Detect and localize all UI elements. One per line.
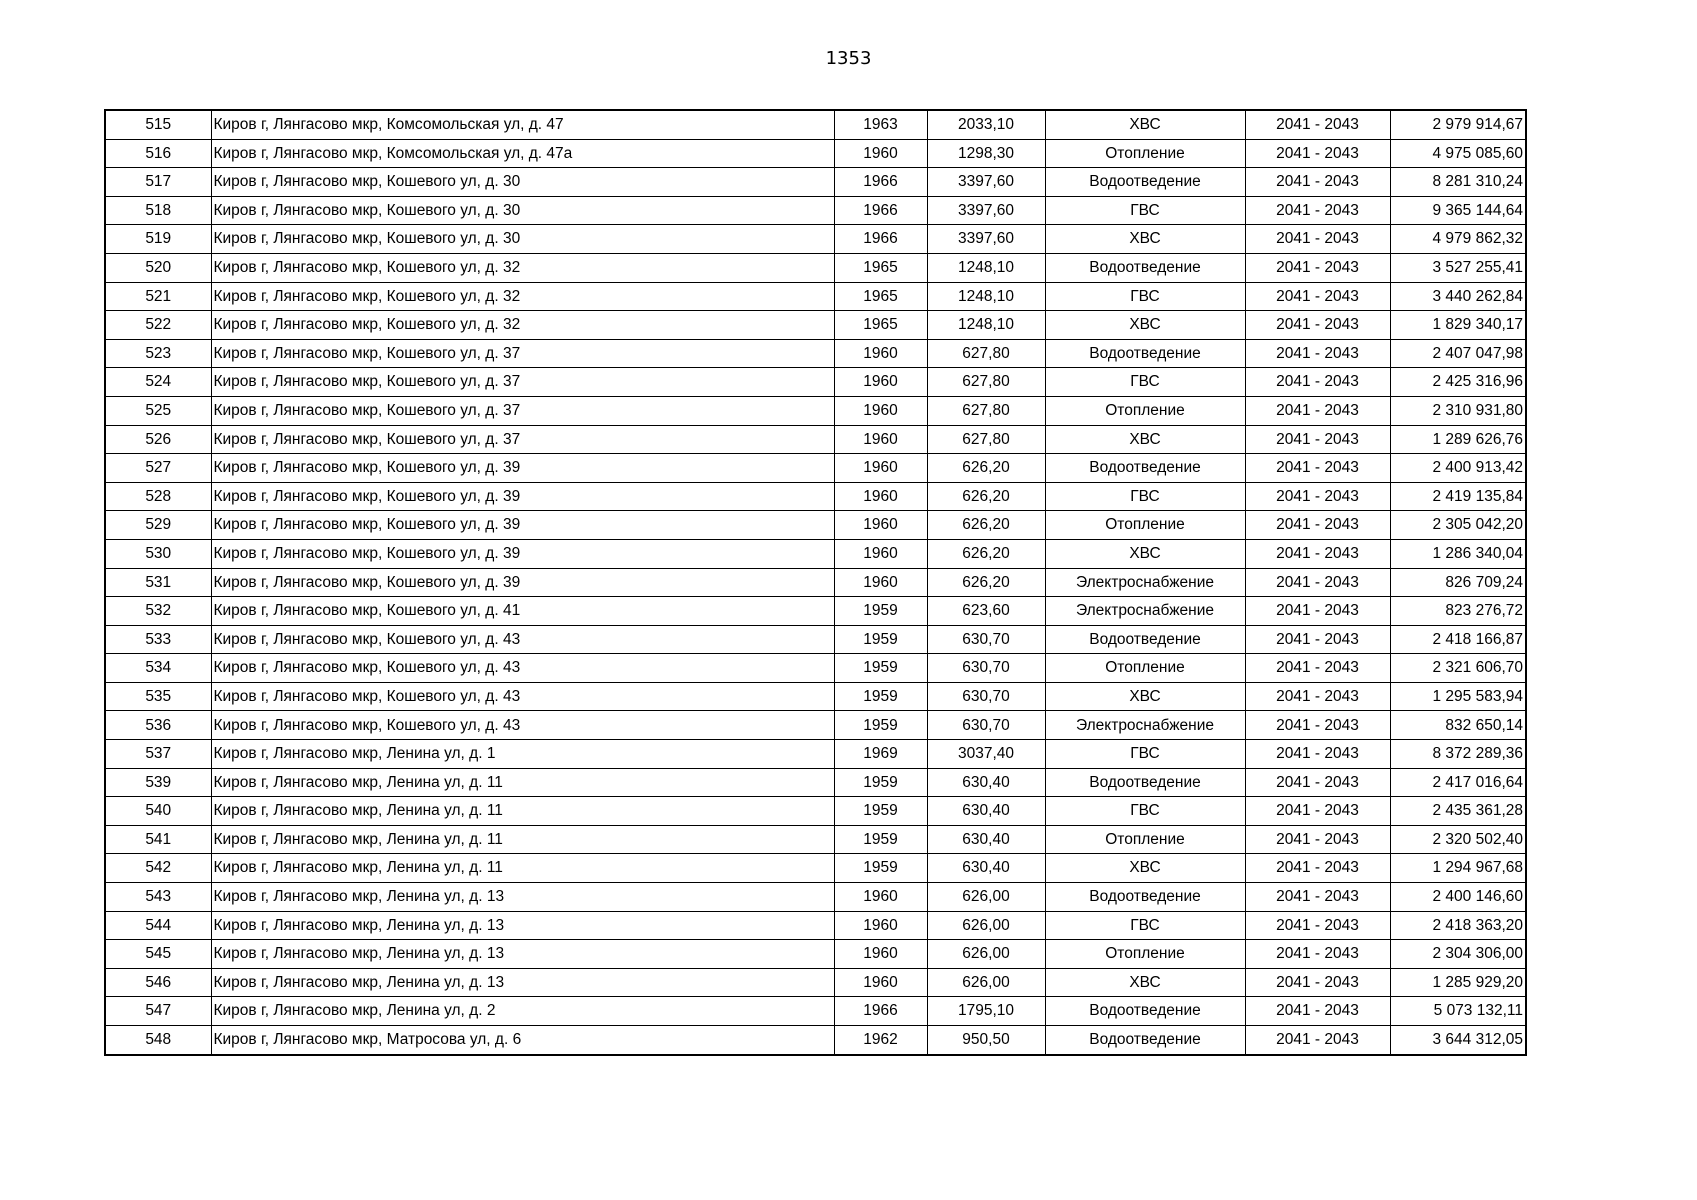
area-cell: 630,70 <box>927 711 1045 740</box>
row-number-cell: 519 <box>105 225 211 254</box>
period-cell: 2041 - 2043 <box>1245 568 1390 597</box>
cost-cell: 3 644 312,05 <box>1390 1026 1526 1055</box>
row-number-cell: 537 <box>105 740 211 769</box>
cost-cell: 1 829 340,17 <box>1390 311 1526 340</box>
period-cell: 2041 - 2043 <box>1245 654 1390 683</box>
address-cell: Киров г, Лянгасово мкр, Кошевого ул, д. 32 <box>211 311 834 340</box>
row-number-cell: 515 <box>105 110 211 139</box>
cost-cell: 2 305 042,20 <box>1390 511 1526 540</box>
year-built-cell: 1960 <box>834 368 927 397</box>
area-cell: 627,80 <box>927 368 1045 397</box>
work-type-cell: ГВС <box>1045 368 1245 397</box>
year-built-cell: 1962 <box>834 1026 927 1055</box>
row-number-cell: 536 <box>105 711 211 740</box>
year-built-cell: 1960 <box>834 568 927 597</box>
area-cell: 1248,10 <box>927 253 1045 282</box>
year-built-cell: 1959 <box>834 797 927 826</box>
address-cell: Киров г, Лянгасово мкр, Кошевого ул, д. 37 <box>211 368 834 397</box>
area-cell: 3397,60 <box>927 196 1045 225</box>
period-cell: 2041 - 2043 <box>1245 797 1390 826</box>
period-cell: 2041 - 2043 <box>1245 711 1390 740</box>
area-cell: 626,00 <box>927 911 1045 940</box>
period-cell: 2041 - 2043 <box>1245 253 1390 282</box>
table-row <box>105 968 1526 997</box>
table-row <box>105 482 1526 511</box>
cost-cell: 2 419 135,84 <box>1390 482 1526 511</box>
period-cell: 2041 - 2043 <box>1245 1026 1390 1055</box>
year-built-cell: 1960 <box>834 911 927 940</box>
row-number-cell: 544 <box>105 911 211 940</box>
year-built-cell: 1960 <box>834 511 927 540</box>
work-type-cell: Водоотведение <box>1045 253 1245 282</box>
year-built-cell: 1960 <box>834 339 927 368</box>
registry-table <box>104 109 1527 1056</box>
period-cell: 2041 - 2043 <box>1245 454 1390 483</box>
year-built-cell: 1959 <box>834 682 927 711</box>
table-row <box>105 139 1526 168</box>
row-number-cell: 520 <box>105 253 211 282</box>
work-type-cell: Отопление <box>1045 940 1245 969</box>
work-type-cell: Водоотведение <box>1045 883 1245 912</box>
row-number-cell: 531 <box>105 568 211 597</box>
address-cell: Киров г, Лянгасово мкр, Кошевого ул, д. 30 <box>211 225 834 254</box>
table-row <box>105 425 1526 454</box>
table-row <box>105 911 1526 940</box>
year-built-cell: 1966 <box>834 225 927 254</box>
period-cell: 2041 - 2043 <box>1245 825 1390 854</box>
address-cell: Киров г, Лянгасово мкр, Кошевого ул, д. 37 <box>211 339 834 368</box>
area-cell: 950,50 <box>927 1026 1045 1055</box>
year-built-cell: 1965 <box>834 311 927 340</box>
period-cell: 2041 - 2043 <box>1245 539 1390 568</box>
row-number-cell: 521 <box>105 282 211 311</box>
area-cell: 630,70 <box>927 682 1045 711</box>
row-number-cell: 535 <box>105 682 211 711</box>
period-cell: 2041 - 2043 <box>1245 768 1390 797</box>
row-number-cell: 541 <box>105 825 211 854</box>
row-number-cell: 543 <box>105 883 211 912</box>
address-cell: Киров г, Лянгасово мкр, Ленина ул, д. 13 <box>211 883 834 912</box>
address-cell: Киров г, Лянгасово мкр, Кошевого ул, д. 30 <box>211 168 834 197</box>
table-row <box>105 110 1526 139</box>
period-cell: 2041 - 2043 <box>1245 196 1390 225</box>
cost-cell: 8 372 289,36 <box>1390 740 1526 769</box>
period-cell: 2041 - 2043 <box>1245 625 1390 654</box>
work-type-cell: ХВС <box>1045 968 1245 997</box>
work-type-cell: ХВС <box>1045 110 1245 139</box>
work-type-cell: ГВС <box>1045 196 1245 225</box>
table-row <box>105 1026 1526 1055</box>
work-type-cell: ХВС <box>1045 311 1245 340</box>
year-built-cell: 1963 <box>834 110 927 139</box>
cost-cell: 4 975 085,60 <box>1390 139 1526 168</box>
cost-cell: 1 289 626,76 <box>1390 425 1526 454</box>
year-built-cell: 1959 <box>834 768 927 797</box>
address-cell: Киров г, Лянгасово мкр, Кошевого ул, д. 43 <box>211 682 834 711</box>
table-row <box>105 768 1526 797</box>
address-cell: Киров г, Лянгасово мкр, Кошевого ул, д. 41 <box>211 597 834 626</box>
period-cell: 2041 - 2043 <box>1245 682 1390 711</box>
cost-cell: 8 281 310,24 <box>1390 168 1526 197</box>
cost-cell: 1 286 340,04 <box>1390 539 1526 568</box>
work-type-cell: Водоотведение <box>1045 768 1245 797</box>
row-number-cell: 546 <box>105 968 211 997</box>
year-built-cell: 1959 <box>834 625 927 654</box>
period-cell: 2041 - 2043 <box>1245 911 1390 940</box>
period-cell: 2041 - 2043 <box>1245 482 1390 511</box>
table-row <box>105 711 1526 740</box>
period-cell: 2041 - 2043 <box>1245 396 1390 425</box>
area-cell: 627,80 <box>927 339 1045 368</box>
work-type-cell: Электроснабжение <box>1045 568 1245 597</box>
table-row <box>105 454 1526 483</box>
cost-cell: 9 365 144,64 <box>1390 196 1526 225</box>
address-cell: Киров г, Лянгасово мкр, Кошевого ул, д. 43 <box>211 654 834 683</box>
row-number-cell: 532 <box>105 597 211 626</box>
work-type-cell: ГВС <box>1045 797 1245 826</box>
address-cell: Киров г, Лянгасово мкр, Ленина ул, д. 11 <box>211 768 834 797</box>
row-number-cell: 525 <box>105 396 211 425</box>
table-row <box>105 797 1526 826</box>
row-number-cell: 524 <box>105 368 211 397</box>
table-row <box>105 682 1526 711</box>
address-cell: Киров г, Лянгасово мкр, Матросова ул, д. 6 <box>211 1026 834 1055</box>
area-cell: 2033,10 <box>927 110 1045 139</box>
area-cell: 630,70 <box>927 625 1045 654</box>
area-cell: 1248,10 <box>927 282 1045 311</box>
area-cell: 3397,60 <box>927 168 1045 197</box>
address-cell: Киров г, Лянгасово мкр, Ленина ул, д. 2 <box>211 997 834 1026</box>
row-number-cell: 540 <box>105 797 211 826</box>
row-number-cell: 539 <box>105 768 211 797</box>
address-cell: Киров г, Лянгасово мкр, Кошевого ул, д. 39 <box>211 454 834 483</box>
address-cell: Киров г, Лянгасово мкр, Кошевого ул, д. 37 <box>211 425 834 454</box>
row-number-cell: 545 <box>105 940 211 969</box>
year-built-cell: 1960 <box>834 539 927 568</box>
cost-cell: 2 407 047,98 <box>1390 339 1526 368</box>
period-cell: 2041 - 2043 <box>1245 854 1390 883</box>
period-cell: 2041 - 2043 <box>1245 968 1390 997</box>
work-type-cell: ХВС <box>1045 539 1245 568</box>
table-row <box>105 740 1526 769</box>
table-row <box>105 225 1526 254</box>
period-cell: 2041 - 2043 <box>1245 110 1390 139</box>
area-cell: 626,20 <box>927 454 1045 483</box>
work-type-cell: Электроснабжение <box>1045 711 1245 740</box>
address-cell: Киров г, Лянгасово мкр, Ленина ул, д. 13 <box>211 968 834 997</box>
address-cell: Киров г, Лянгасово мкр, Ленина ул, д. 11 <box>211 825 834 854</box>
cost-cell: 2 400 146,60 <box>1390 883 1526 912</box>
address-cell: Киров г, Лянгасово мкр, Кошевого ул, д. 39 <box>211 511 834 540</box>
row-number-cell: 542 <box>105 854 211 883</box>
area-cell: 630,40 <box>927 768 1045 797</box>
address-cell: Киров г, Лянгасово мкр, Кошевого ул, д. 43 <box>211 625 834 654</box>
year-built-cell: 1959 <box>834 597 927 626</box>
address-cell: Киров г, Лянгасово мкр, Кошевого ул, д. 30 <box>211 196 834 225</box>
area-cell: 623,60 <box>927 597 1045 626</box>
area-cell: 627,80 <box>927 396 1045 425</box>
year-built-cell: 1965 <box>834 253 927 282</box>
row-number-cell: 530 <box>105 539 211 568</box>
table-row <box>105 854 1526 883</box>
year-built-cell: 1960 <box>834 454 927 483</box>
table-row <box>105 625 1526 654</box>
address-cell: Киров г, Лянгасово мкр, Кошевого ул, д. 39 <box>211 568 834 597</box>
cost-cell: 2 310 931,80 <box>1390 396 1526 425</box>
address-cell: Киров г, Лянгасово мкр, Ленина ул, д. 13 <box>211 911 834 940</box>
year-built-cell: 1960 <box>834 139 927 168</box>
year-built-cell: 1959 <box>834 854 927 883</box>
table-row <box>105 568 1526 597</box>
year-built-cell: 1959 <box>834 825 927 854</box>
work-type-cell: ХВС <box>1045 854 1245 883</box>
cost-cell: 3 440 262,84 <box>1390 282 1526 311</box>
area-cell: 626,00 <box>927 968 1045 997</box>
work-type-cell: Отопление <box>1045 654 1245 683</box>
address-cell: Киров г, Лянгасово мкр, Ленина ул, д. 11 <box>211 797 834 826</box>
table-row <box>105 997 1526 1026</box>
year-built-cell: 1966 <box>834 997 927 1026</box>
table-row <box>105 282 1526 311</box>
period-cell: 2041 - 2043 <box>1245 368 1390 397</box>
registry-table-body <box>105 110 1526 1055</box>
address-cell: Киров г, Лянгасово мкр, Кошевого ул, д. 32 <box>211 282 834 311</box>
area-cell: 630,40 <box>927 825 1045 854</box>
area-cell: 630,40 <box>927 854 1045 883</box>
row-number-cell: 523 <box>105 339 211 368</box>
cost-cell: 1 295 583,94 <box>1390 682 1526 711</box>
period-cell: 2041 - 2043 <box>1245 339 1390 368</box>
work-type-cell: Отопление <box>1045 396 1245 425</box>
address-cell: Киров г, Лянгасово мкр, Кошевого ул, д. 39 <box>211 482 834 511</box>
row-number-cell: 548 <box>105 1026 211 1055</box>
cost-cell: 3 527 255,41 <box>1390 253 1526 282</box>
work-type-cell: ГВС <box>1045 740 1245 769</box>
area-cell: 3397,60 <box>927 225 1045 254</box>
work-type-cell: ГВС <box>1045 282 1245 311</box>
address-cell: Киров г, Лянгасово мкр, Комсомольская ул, д. 47а <box>211 139 834 168</box>
area-cell: 630,70 <box>927 654 1045 683</box>
work-type-cell: Отопление <box>1045 825 1245 854</box>
area-cell: 1795,10 <box>927 997 1045 1026</box>
table-row <box>105 825 1526 854</box>
work-type-cell: Водоотведение <box>1045 1026 1245 1055</box>
row-number-cell: 526 <box>105 425 211 454</box>
cost-cell: 2 417 016,64 <box>1390 768 1526 797</box>
work-type-cell: ХВС <box>1045 425 1245 454</box>
work-type-cell: Водоотведение <box>1045 168 1245 197</box>
area-cell: 3037,40 <box>927 740 1045 769</box>
cost-cell: 2 979 914,67 <box>1390 110 1526 139</box>
row-number-cell: 527 <box>105 454 211 483</box>
address-cell: Киров г, Лянгасово мкр, Комсомольская ул, д. 47 <box>211 110 834 139</box>
cost-cell: 2 304 306,00 <box>1390 940 1526 969</box>
area-cell: 1298,30 <box>927 139 1045 168</box>
period-cell: 2041 - 2043 <box>1245 282 1390 311</box>
cost-cell: 2 321 606,70 <box>1390 654 1526 683</box>
work-type-cell: ХВС <box>1045 225 1245 254</box>
period-cell: 2041 - 2043 <box>1245 740 1390 769</box>
row-number-cell: 547 <box>105 997 211 1026</box>
table-row <box>105 368 1526 397</box>
work-type-cell: Водоотведение <box>1045 997 1245 1026</box>
area-cell: 626,20 <box>927 539 1045 568</box>
period-cell: 2041 - 2043 <box>1245 311 1390 340</box>
year-built-cell: 1959 <box>834 654 927 683</box>
work-type-cell: Водоотведение <box>1045 454 1245 483</box>
period-cell: 2041 - 2043 <box>1245 168 1390 197</box>
area-cell: 626,20 <box>927 511 1045 540</box>
work-type-cell: ГВС <box>1045 482 1245 511</box>
row-number-cell: 534 <box>105 654 211 683</box>
table-row <box>105 654 1526 683</box>
period-cell: 2041 - 2043 <box>1245 511 1390 540</box>
table-row <box>105 168 1526 197</box>
address-cell: Киров г, Лянгасово мкр, Кошевого ул, д. 32 <box>211 253 834 282</box>
address-cell: Киров г, Лянгасово мкр, Ленина ул, д. 1 <box>211 740 834 769</box>
area-cell: 626,00 <box>927 883 1045 912</box>
table-row <box>105 396 1526 425</box>
year-built-cell: 1969 <box>834 740 927 769</box>
address-cell: Киров г, Лянгасово мкр, Кошевого ул, д. 39 <box>211 539 834 568</box>
work-type-cell: Электроснабжение <box>1045 597 1245 626</box>
row-number-cell: 516 <box>105 139 211 168</box>
year-built-cell: 1960 <box>834 968 927 997</box>
page-number: 1353 <box>825 48 872 69</box>
year-built-cell: 1960 <box>834 482 927 511</box>
period-cell: 2041 - 2043 <box>1245 997 1390 1026</box>
work-type-cell: Отопление <box>1045 139 1245 168</box>
period-cell: 2041 - 2043 <box>1245 139 1390 168</box>
cost-cell: 823 276,72 <box>1390 597 1526 626</box>
cost-cell: 2 418 166,87 <box>1390 625 1526 654</box>
area-cell: 630,40 <box>927 797 1045 826</box>
row-number-cell: 529 <box>105 511 211 540</box>
year-built-cell: 1965 <box>834 282 927 311</box>
work-type-cell: Водоотведение <box>1045 339 1245 368</box>
year-built-cell: 1966 <box>834 196 927 225</box>
row-number-cell: 528 <box>105 482 211 511</box>
work-type-cell: Отопление <box>1045 511 1245 540</box>
table-row <box>105 597 1526 626</box>
cost-cell: 2 435 361,28 <box>1390 797 1526 826</box>
row-number-cell: 533 <box>105 625 211 654</box>
year-built-cell: 1960 <box>834 940 927 969</box>
cost-cell: 2 418 363,20 <box>1390 911 1526 940</box>
period-cell: 2041 - 2043 <box>1245 225 1390 254</box>
cost-cell: 5 073 132,11 <box>1390 997 1526 1026</box>
area-cell: 626,20 <box>927 482 1045 511</box>
work-type-cell: Водоотведение <box>1045 625 1245 654</box>
row-number-cell: 517 <box>105 168 211 197</box>
period-cell: 2041 - 2043 <box>1245 940 1390 969</box>
year-built-cell: 1966 <box>834 168 927 197</box>
year-built-cell: 1960 <box>834 396 927 425</box>
row-number-cell: 522 <box>105 311 211 340</box>
period-cell: 2041 - 2043 <box>1245 425 1390 454</box>
cost-cell: 1 285 929,20 <box>1390 968 1526 997</box>
cost-cell: 826 709,24 <box>1390 568 1526 597</box>
cost-cell: 2 400 913,42 <box>1390 454 1526 483</box>
year-built-cell: 1960 <box>834 883 927 912</box>
table-row <box>105 511 1526 540</box>
year-built-cell: 1960 <box>834 425 927 454</box>
table-row <box>105 539 1526 568</box>
work-type-cell: ХВС <box>1045 682 1245 711</box>
table-row <box>105 253 1526 282</box>
address-cell: Киров г, Лянгасово мкр, Ленина ул, д. 13 <box>211 940 834 969</box>
table-row <box>105 339 1526 368</box>
cost-cell: 832 650,14 <box>1390 711 1526 740</box>
cost-cell: 1 294 967,68 <box>1390 854 1526 883</box>
work-type-cell: ГВС <box>1045 911 1245 940</box>
period-cell: 2041 - 2043 <box>1245 883 1390 912</box>
row-number-cell: 518 <box>105 196 211 225</box>
area-cell: 626,20 <box>927 568 1045 597</box>
area-cell: 627,80 <box>927 425 1045 454</box>
table-row <box>105 940 1526 969</box>
address-cell: Киров г, Лянгасово мкр, Кошевого ул, д. 43 <box>211 711 834 740</box>
area-cell: 1248,10 <box>927 311 1045 340</box>
period-cell: 2041 - 2043 <box>1245 597 1390 626</box>
table-row <box>105 311 1526 340</box>
address-cell: Киров г, Лянгасово мкр, Кошевого ул, д. 37 <box>211 396 834 425</box>
cost-cell: 2 425 316,96 <box>1390 368 1526 397</box>
table-row <box>105 883 1526 912</box>
address-cell: Киров г, Лянгасово мкр, Ленина ул, д. 11 <box>211 854 834 883</box>
table-row <box>105 196 1526 225</box>
area-cell: 626,00 <box>927 940 1045 969</box>
year-built-cell: 1959 <box>834 711 927 740</box>
cost-cell: 2 320 502,40 <box>1390 825 1526 854</box>
cost-cell: 4 979 862,32 <box>1390 225 1526 254</box>
